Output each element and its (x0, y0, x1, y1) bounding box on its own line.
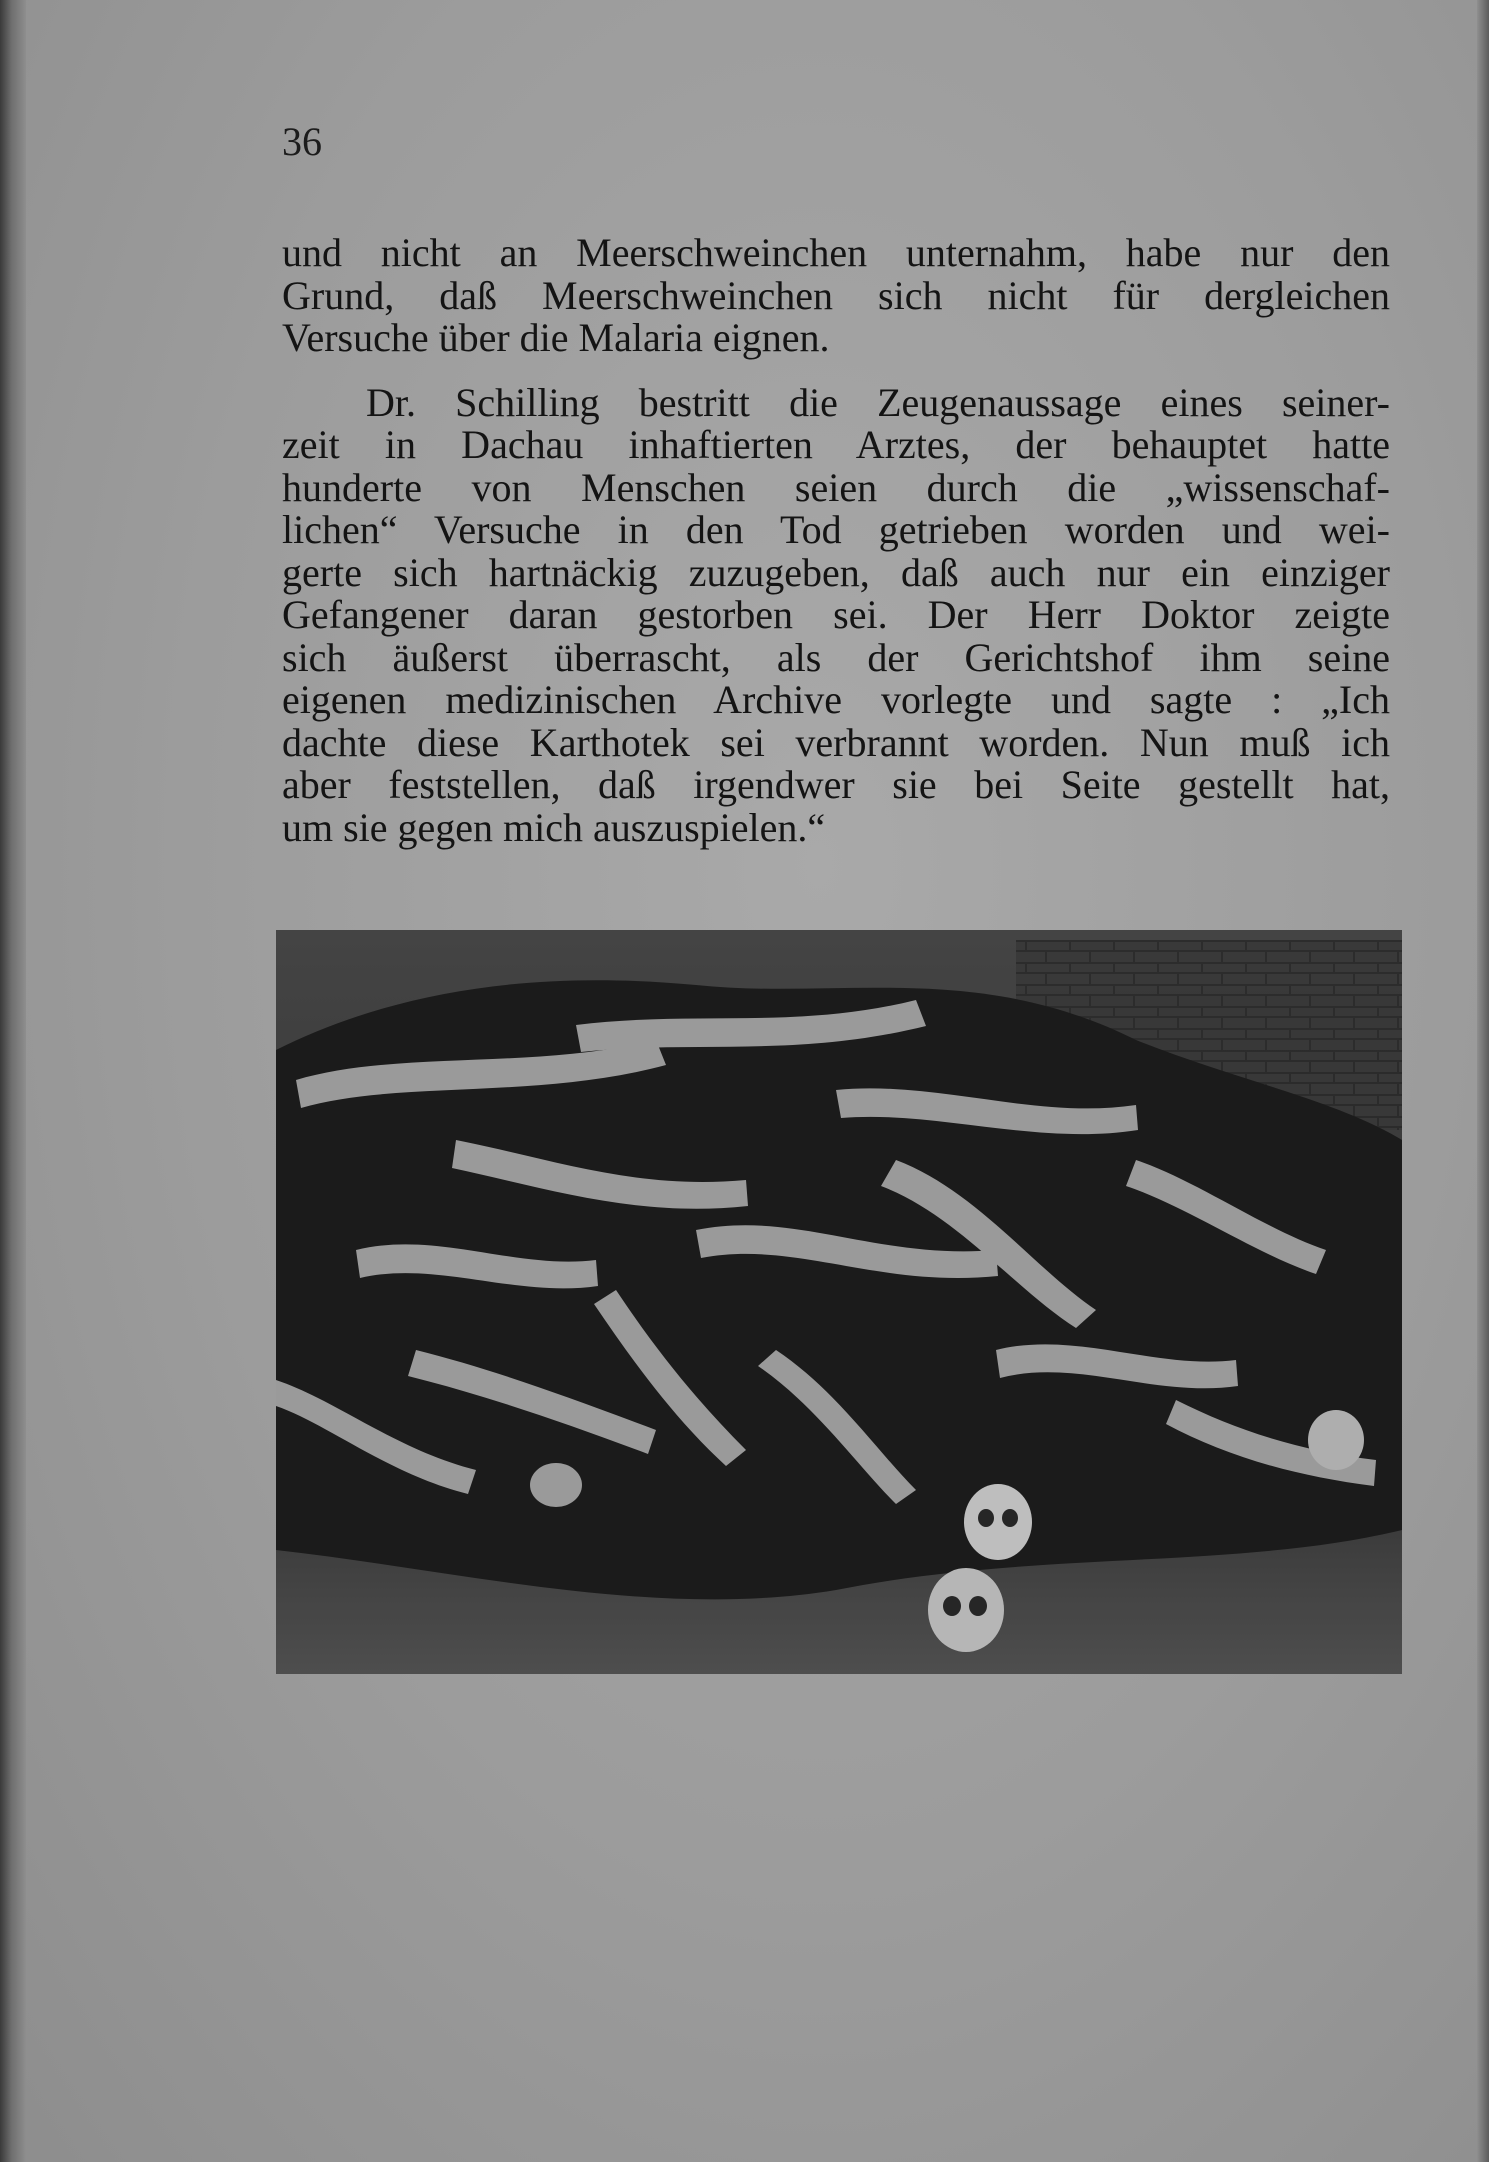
text-line: Gefangener daran gestorben sei. Der Herr Doktor zeigte (282, 592, 1390, 637)
text-line: hunderte von Menschen seien durch die „wissenschaf- (282, 464, 1390, 510)
paragraph-2 (282, 379, 1390, 850)
page-number: 36 (282, 119, 322, 164)
text-line: Grund, daß Meerschweinchen sich nicht für dergleichen (282, 272, 1390, 318)
halftone-photograph (276, 930, 1402, 1674)
text-line: aber feststellen, daß irgendwer sie bei Seite gestellt hat, (282, 762, 1390, 807)
text-line: dachte diese Karthotek sei verbrannt worden. Nun muß ich (282, 719, 1390, 765)
text-line: um sie gegen mich auszuspielen.“ (282, 804, 826, 850)
text-line: sich äußerst überrascht, als der Gerichtshof ihm seine (282, 634, 1390, 680)
text-line: gerte sich hartnäckig zuzugeben, daß auch nur ein einziger (282, 549, 1390, 595)
paragraph-1 (282, 232, 1390, 360)
photograph-image (276, 930, 1402, 1674)
text-line: zeit in Dachau inhaftierten Arztes, der behauptet hatte (282, 422, 1390, 467)
text-line: Versuche über die Malaria eignen. (282, 315, 830, 360)
text-line: eigenen medizinischen Archive vorlegte und sagte : „Ich (282, 677, 1390, 722)
page-edge-right (1477, 0, 1489, 2162)
body-text (282, 232, 1390, 849)
text-line: und nicht an Meerschweinchen unternahm, habe nur den (282, 230, 1390, 275)
text-line: lichen“ Versuche in den Tod getrieben worden und wei- (282, 507, 1390, 552)
text-line: Dr. Schilling bestritt die Zeugenaussage eines seiner- (366, 379, 1390, 425)
page-edge-left (0, 0, 26, 2162)
